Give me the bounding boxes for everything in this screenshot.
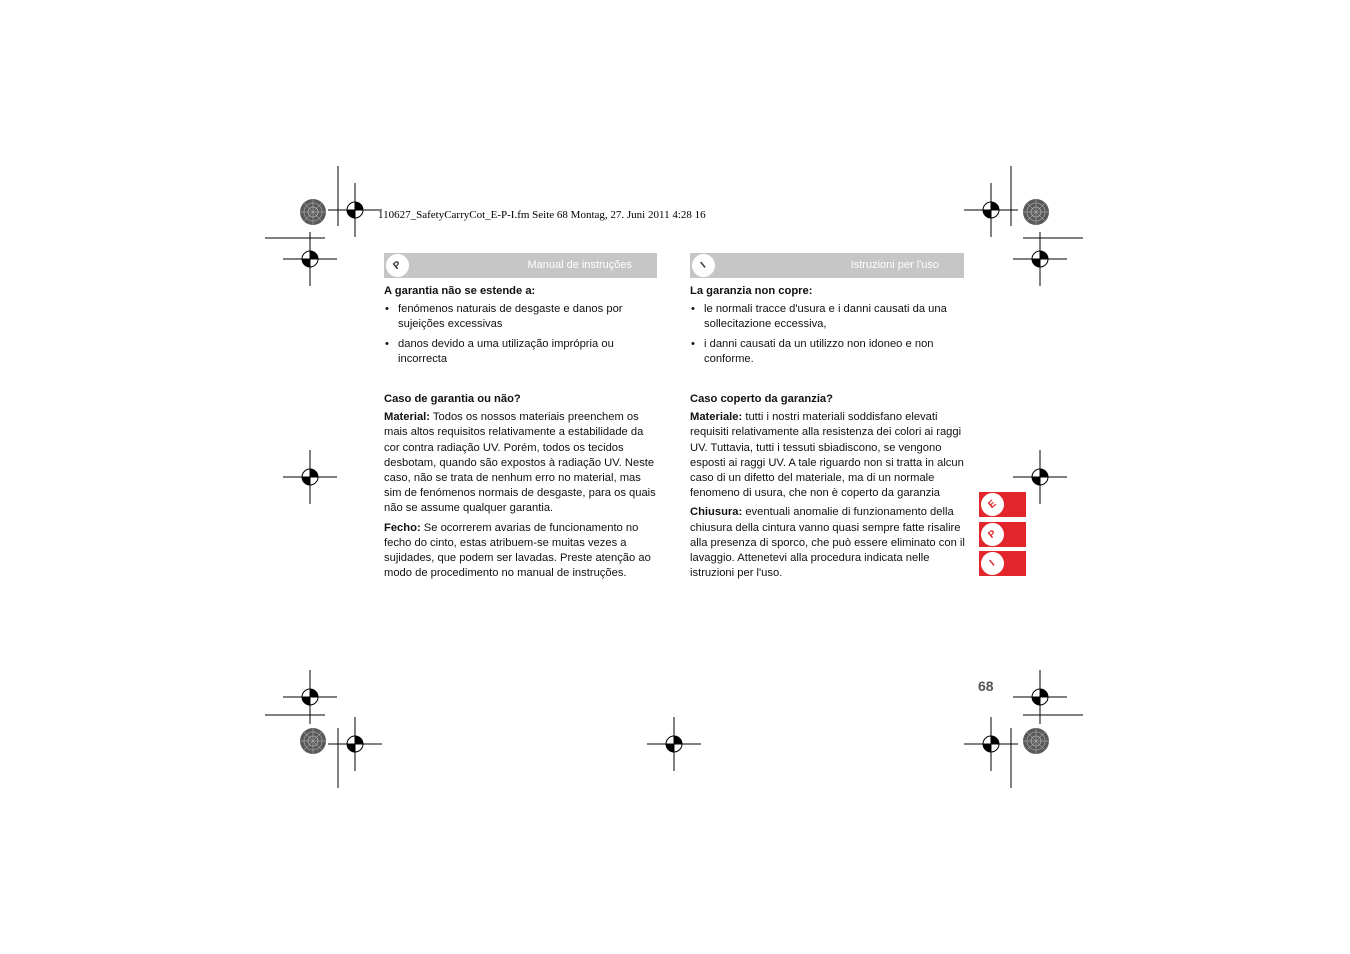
registration-mark — [328, 717, 382, 771]
section-heading: Caso coperto da garanzia? — [690, 393, 833, 406]
bullet-list — [384, 302, 660, 367]
list-item: • i danni causati da un utilizzo non idoneo e non conforme. — [691, 337, 934, 365]
page-number: 68 — [978, 678, 994, 694]
section-heading: La garanzia non copre: — [690, 285, 813, 297]
header-title: Istruzioni per l'uso — [850, 259, 939, 271]
section-heading: A garantia não se estende a: — [384, 285, 536, 297]
color-target-mark — [300, 199, 326, 225]
registration-mark — [1013, 232, 1067, 286]
list-item: • fenómenos naturais de desgaste e danos por sujeições excessivas — [385, 303, 623, 331]
list-item: • danos devido a uma utilização imprópria ou incorrecta — [385, 337, 614, 365]
color-target-mark — [1023, 199, 1049, 225]
color-target-mark — [300, 728, 326, 754]
bullet-list — [690, 302, 966, 367]
side-tab-i[interactable] — [979, 551, 1026, 576]
side-tab-e[interactable] — [979, 492, 1026, 517]
header-bar-portuguese — [384, 253, 657, 278]
file-header: 110627_SafetyCarryCot_E-P-I.fm Seite 68 Montag, 27. Juni 2011 4:28 16 — [378, 209, 706, 221]
section-heading: Caso de garantia ou não? — [384, 393, 521, 406]
side-tab-p[interactable] — [979, 522, 1026, 547]
registration-mark — [964, 717, 1018, 771]
registration-mark — [1013, 670, 1067, 724]
list-item: • le normali tracce d'usura e i danni causati da una sollecitazione eccessiva, — [691, 303, 947, 331]
registration-mark — [283, 450, 337, 504]
language-badge: P — [381, 249, 413, 281]
paragraph-chiusura: Chiusura: eventuali anomalie di funzionamento della chiusura della cintura vanno quasi sempre fatte risalire alla presenza di sporco, che può essere eliminato con il lavaggio. Attenetevi alla procedura indicata nelle istruzioni per l'uso. — [690, 506, 965, 580]
registration-mark — [283, 232, 337, 286]
column-portuguese — [384, 284, 660, 585]
registration-mark — [647, 717, 701, 771]
paragraph-fecho: Fecho: Se ocorrerem avarias de funcionamento no fecho do cinto, estas atribuem-se muitas vezes a sujidades, que podem ser lavadas. Preste atenção ao modo de procedimento no manual de instruções. — [384, 521, 651, 580]
column-italian — [690, 284, 966, 585]
registration-mark — [283, 670, 337, 724]
language-badge: I — [687, 249, 719, 281]
language-badge: E — [976, 488, 1008, 520]
language-badge: P — [976, 518, 1008, 550]
registration-mark — [328, 183, 382, 237]
paragraph-materiale: Materiale: tutti i nostri materiali soddisfano elevati requisiti relativamente alla resistenza dei colori ai raggi UV. Tuttavia, tutti i tessuti sbiadiscono, se vengono esposti ai raggi UV. A tale riguardo non si tratta in alcun caso di un difetto del materiale, ma di un normale fenomeno di usura, che non è coperto da garanzia — [690, 411, 964, 500]
header-title: Manual de instruções — [527, 259, 632, 271]
language-badge: I — [976, 547, 1008, 579]
paragraph-material: Material: Todos os nossos materiais preenchem os mais altos requisitos relativamente a estabilidade da cor contra radiação UV. Porém, todos os tecidos desbotam, quando são expostos à radiação UV. Neste caso, não se trata de nenhum erro no material, mas sim de fenómenos normais de desgaste, para os quais não se assume qualquer garantia. — [384, 411, 656, 515]
header-bar-italian — [690, 253, 964, 278]
color-target-mark — [1023, 728, 1049, 754]
registration-mark — [964, 183, 1018, 237]
